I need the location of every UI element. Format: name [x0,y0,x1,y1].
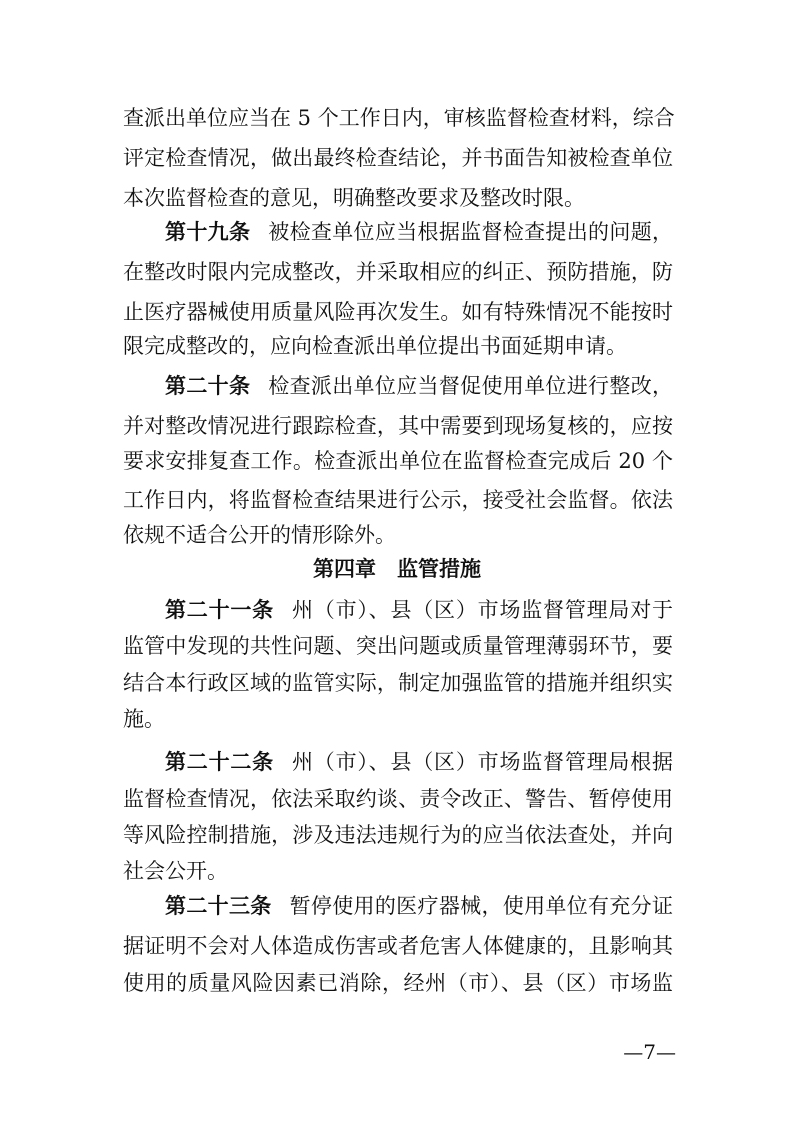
paragraph-line: 等风险控制措施，涉及违法违规行为的应当依法查处，并向 [123,823,673,847]
paragraph-line: 要求安排复查工作。检查派出单位在监督检查完成后 20 个 [123,449,673,473]
article-23-first-line [165,886,673,926]
article-heading: 第二十三条 [165,893,272,918]
paragraph-line: 查派出单位应当在 5 个工作日内，审核监督检查材料，综合 [123,106,675,130]
paragraph-line: 监管中发现的共性问题、突出问题或质量管理薄弱环节，要 [123,634,673,658]
paragraph-line: 工作日内，将监督检查结果进行公示，接受社会监督。依法 [123,488,673,512]
article-heading: 第二十条 [165,373,251,398]
paragraph-line: 社会公开。 [123,859,228,883]
article-heading: 第十九条 [165,219,251,244]
article-heading: 第二十二条 [165,749,274,774]
paragraph-line: 依规不适合公开的情形除外。 [123,523,396,547]
paragraph-line: 限完成整改的，应向检查派出单位提出书面延期申请。 [123,334,627,358]
paragraph-line: 评定检查情况，做出最终检查结论，并书面告知被检查单位 [123,146,673,170]
article-19-first-line [165,212,673,252]
article-20-first-line [165,366,673,406]
paragraph-line: 本次监督检查的意见，明确整改要求及整改时限。 [123,186,585,210]
paragraph-line: 据证明不会对人体造成伤害或者危害人体健康的，且影响其 [123,934,673,958]
paragraph-line: 并对整改情况进行跟踪检查，其中需要到现场复核的，应按 [123,414,673,438]
paragraph-line: 止医疗器械使用质量风险再次发生。如有特殊情况不能按时 [123,300,673,324]
article-text: 被检查单位应当根据监督检查提出的问题， [268,220,674,244]
paragraph-line: 监督检查情况，依法采取约谈、责令改正、警告、暂停使用 [123,787,673,811]
page-number: —7— [623,1040,676,1064]
article-text: 州（市）、县（区）市场监督管理局根据 [291,750,674,774]
article-text: 州（市）、县（区）市场监督管理局对于 [291,598,674,622]
chapter-title: 第四章 监管措施 [313,556,481,581]
paragraph-line: 在整改时限内完成整改，并采取相应的纠正、预防措施，防 [123,260,673,284]
article-text: 检查派出单位应当督促使用单位进行整改， [268,374,674,398]
article-21-first-line [165,590,673,630]
article-22-first-line [165,742,673,782]
article-heading: 第二十一条 [165,597,274,622]
paragraph-line: 结合本行政区域的监管实际，制定加强监管的措施并组织实 [123,671,673,695]
paragraph-line: 施。 [123,707,165,731]
article-text: 暂停使用的医疗器械，使用单位有充分证 [289,894,674,918]
paragraph-line: 使用的质量风险因素已消除，经州（市）、县（区）市场监 [123,971,673,995]
